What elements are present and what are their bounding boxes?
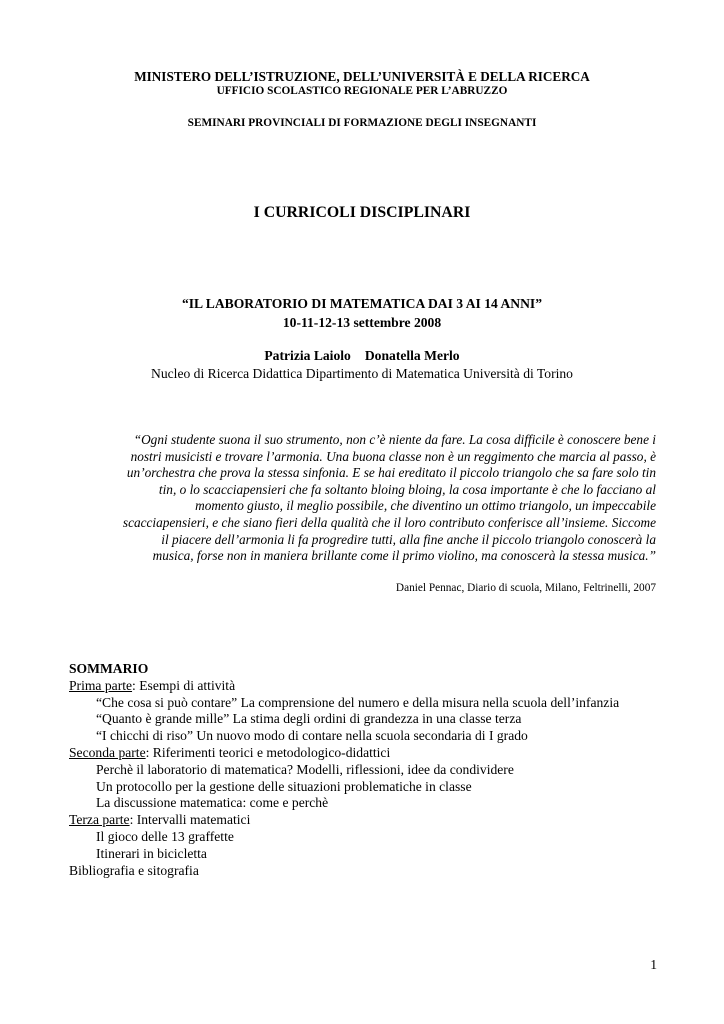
author-2: Donatella Merlo	[364, 348, 460, 363]
summary-part-2	[69, 745, 619, 762]
quote-citation: Daniel Pennac, Diario di scuola, Milano, Feltrinelli, 2007	[395, 582, 656, 594]
summary-item: La discussione matematica: come e perchè	[96, 795, 329, 811]
lab-title: “IL LABORATORIO DI MATEMATICA DAI 3 AI 14 ANNI”	[181, 296, 543, 311]
part-label: Prima parte	[69, 677, 133, 693]
quote-line: “Ogni studente suona il suo strumento, non c’è niente da fare. La cosa difficile è conoscere bene i	[133, 432, 656, 447]
summary-item: Perchè il laboratorio di matematica? Modelli, riflessioni, idee da condividere	[96, 761, 514, 777]
quote-line: il piacere dell’armonia li fa progredire tutti, alla fine anche il piccolo triangolo conoscerà la	[161, 531, 656, 547]
part-label: Seconda parte	[69, 744, 146, 760]
affiliation: Nucleo di Ricerca Didattica Dipartimento di Matematica Università di Torino	[151, 366, 573, 381]
summary-item: Il gioco delle 13 graffette	[96, 828, 234, 844]
quote-line: musica, forse non in maniera brillante come il primo violino, ma conoscerà la stessa musica.”	[152, 548, 656, 564]
part-title: : Riferimenti teorici e metodologico-didattici	[145, 744, 391, 760]
summary-item: Un protocollo per la gestione delle situazioni problematiche in classe	[96, 778, 472, 794]
epigraph-quote	[60, 432, 656, 565]
summary-item: “Che cosa si può contare” La comprensione del numero e della misura nella scuola dell’infanzia	[96, 694, 620, 710]
authors	[0, 348, 724, 364]
summary-item: “Quanto è grande mille” La stima degli ordini di grandezza in una classe terza	[96, 711, 522, 727]
author-1: Patrizia Laiolo	[264, 348, 351, 363]
summary-heading: SOMMARIO	[69, 661, 149, 676]
summary	[69, 661, 619, 879]
quote-line: tin, o lo scacciapensieri che fa soltanto bloing bloing, la cosa importante è che lo facciano al	[158, 481, 656, 497]
summary-part-3	[69, 812, 619, 829]
summary-part-1	[69, 678, 619, 695]
office-heading: UFFICIO SCOLASTICO REGIONALE PER L’ABRUZZO	[216, 85, 508, 97]
ministry-heading: MINISTERO DELL’ISTRUZIONE, DELL’UNIVERSITÀ E DELLA RICERCA	[134, 69, 590, 84]
seminar-dates: 10-11-12-13 settembre 2008	[282, 315, 442, 330]
part-title: : Intervalli matematici	[129, 812, 251, 828]
summary-item: Itinerari in bicicletta	[96, 845, 207, 861]
quote-line: momento giusto, il meglio possibile, che diventino un ottimo triangolo, un impeccabile	[195, 498, 656, 514]
quote-line: scacciapensieri, e che siano fieri della qualità che il loro contributo conferisce all’insieme. Siccome	[122, 514, 656, 530]
summary-bibliography: Bibliografia e sitografia	[69, 862, 199, 878]
document-title: I CURRICOLI DISCIPLINARI	[253, 204, 471, 221]
seminars-heading: SEMINARI PROVINCIALI DI FORMAZIONE DEGLI INSEGNANTI	[187, 117, 537, 129]
page-number: 1	[650, 957, 657, 972]
quote-line: nostri musicisti e trovare l’armonia. Una buona classe non è un reggimento che marcia al passo, è	[130, 448, 656, 464]
part-label: Terza parte	[69, 812, 130, 828]
part-title: : Esempi di attività	[132, 677, 236, 693]
quote-line: un’orchestra che prova la stessa sinfonia. E se hai ereditato il piccolo triangolo che sa fare solo tin	[126, 465, 656, 481]
summary-item: “I chicchi di riso” Un nuovo modo di contare nella scuola secondaria di I grado	[96, 728, 528, 744]
